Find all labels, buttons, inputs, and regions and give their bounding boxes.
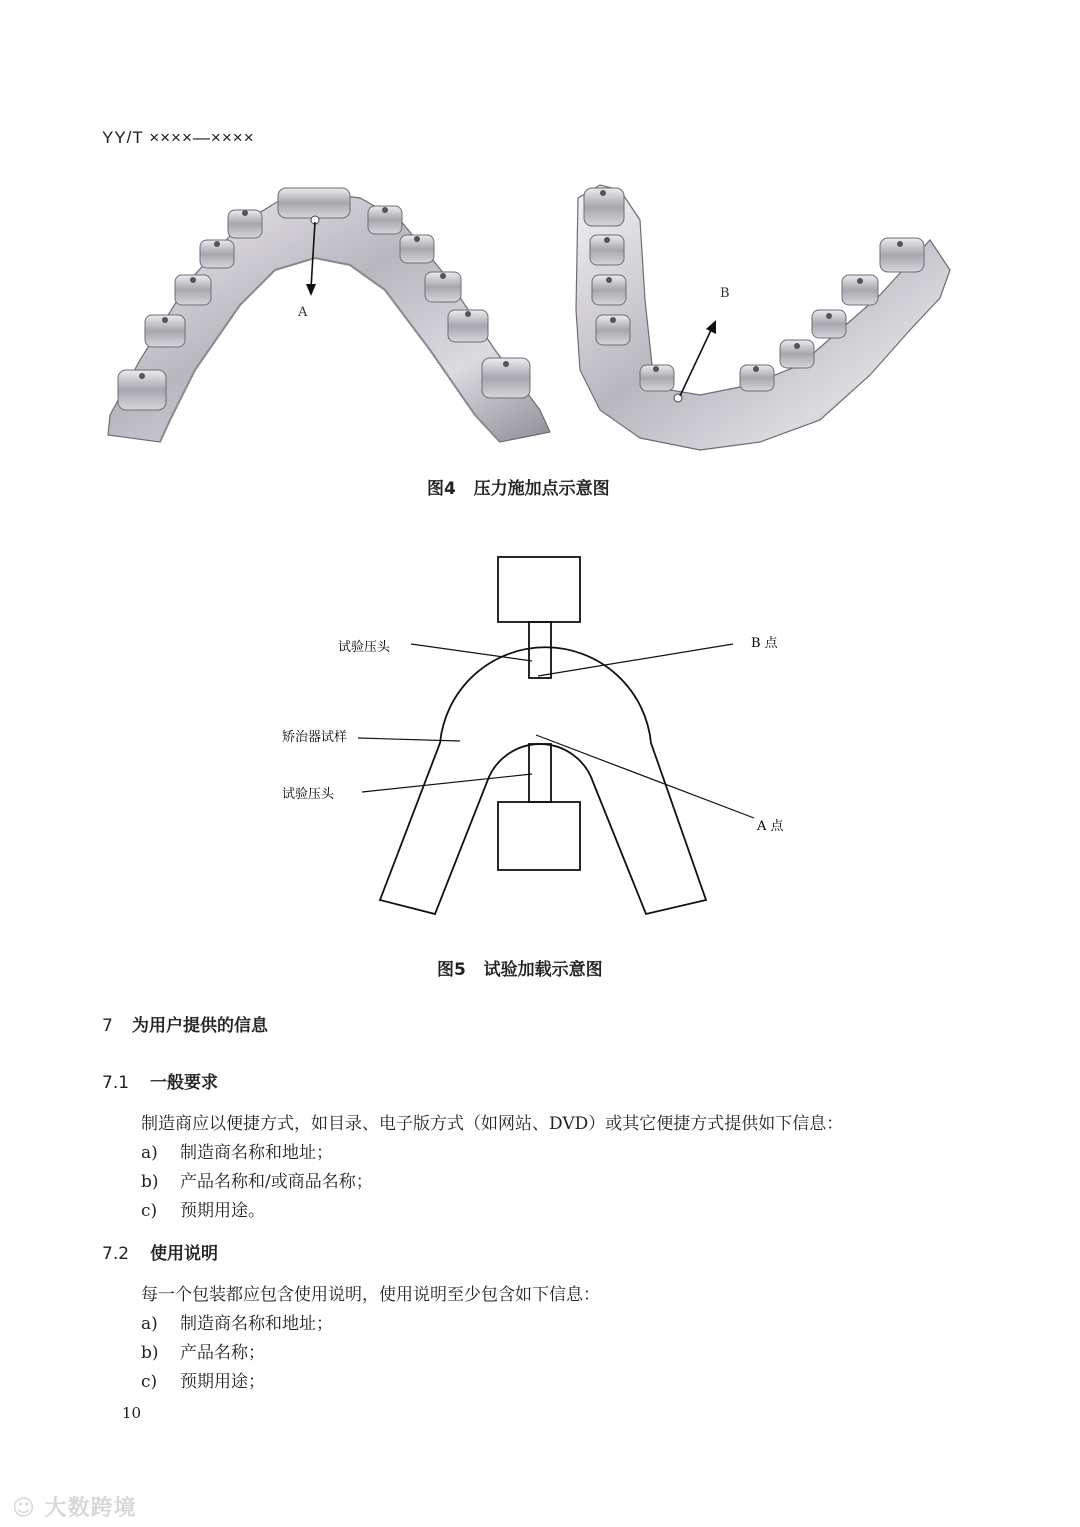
figure4-images bbox=[100, 180, 960, 460]
aligner-top-view bbox=[576, 185, 950, 450]
list-item: c) 预期用途。 bbox=[141, 1201, 265, 1221]
label-point-a: A 点 bbox=[757, 819, 784, 834]
section-title: 一般要求 bbox=[150, 1073, 218, 1093]
list-item: a) 制造商名称和地址； bbox=[141, 1314, 333, 1334]
figure5-caption: 图5 试验加载示意图 bbox=[437, 960, 603, 980]
section-7-2-heading bbox=[102, 1239, 218, 1264]
section-title: 为用户提供的信息 bbox=[132, 1016, 268, 1036]
lower-load-block bbox=[498, 802, 580, 870]
page-number: 10 bbox=[122, 1404, 142, 1422]
label-sample: 矫治器试样 bbox=[282, 730, 348, 745]
upper-indenter bbox=[529, 622, 551, 678]
aligner-front-view bbox=[108, 188, 550, 442]
list-item: a) 制造商名称和地址； bbox=[141, 1143, 333, 1163]
list-item: b) 产品名称和/或商品名称； bbox=[141, 1172, 373, 1192]
leader-lines bbox=[358, 644, 754, 818]
section-number: 7 bbox=[102, 1016, 113, 1036]
section-7-heading bbox=[102, 1011, 268, 1036]
lower-indenter bbox=[529, 744, 551, 802]
figure4-caption: 图4 压力施加点示意图 bbox=[427, 479, 610, 499]
upper-load-block bbox=[498, 557, 580, 622]
label-point-b: B 点 bbox=[751, 636, 778, 651]
section-number: 7.2 bbox=[102, 1244, 130, 1264]
label-b: B bbox=[720, 286, 730, 301]
list-item: c) 预期用途； bbox=[141, 1372, 265, 1392]
section-7-2-intro: 每一个包装都应包含使用说明，使用说明至少包含如下信息： bbox=[141, 1285, 600, 1305]
list-item: b) 产品名称； bbox=[141, 1343, 265, 1363]
watermark: ☺ 大数跨境 bbox=[12, 1496, 137, 1521]
section-7-1-intro: 制造商应以便捷方式，如目录、电子版方式（如网站、DVD）或其它便捷方式提供如下信息： bbox=[141, 1114, 844, 1134]
standard-code-header: YY/T ××××—×××× bbox=[102, 128, 255, 147]
section-number: 7.1 bbox=[102, 1073, 130, 1093]
watermark-logo-icon: ☺ bbox=[12, 1496, 45, 1521]
label-a: A bbox=[298, 305, 308, 320]
label-indenter-bottom: 试验压头 bbox=[282, 787, 335, 802]
section-title: 使用说明 bbox=[150, 1244, 218, 1264]
section-7-1-heading bbox=[102, 1068, 218, 1093]
figure5-diagram bbox=[270, 548, 810, 928]
label-indenter-top: 试验压头 bbox=[338, 640, 391, 655]
